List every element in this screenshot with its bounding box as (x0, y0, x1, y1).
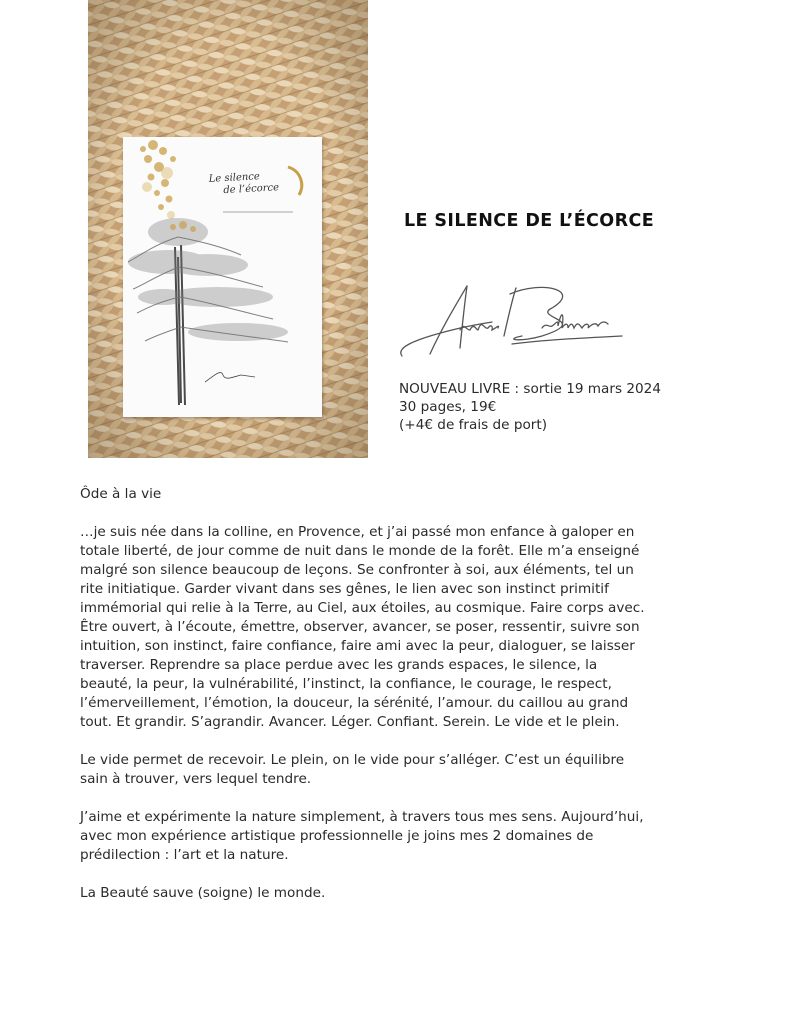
shipping-info: (+4€ de frais de port) (399, 417, 547, 433)
price-info: 30 pages, 19€ (399, 399, 497, 415)
text-line: J’aime et expérimente la nature simplement, à travers tous mes sens. Aujourd’hui, (80, 809, 644, 825)
description (80, 485, 730, 922)
description-heading: Ôde à la vie (80, 486, 162, 502)
text-line: tout. Et grandir. S’agrandir. Avancer. Léger. Confiant. Serein. Le vide et le plein. (80, 714, 620, 730)
page-title: LE SILENCE DE L’ÉCORCE (404, 211, 655, 231)
book-cover (123, 137, 322, 417)
text-line: malgré son silence beaucoup de leçons. Se confronter à soi, aux éléments, tel un (80, 562, 634, 578)
release-info: NOUVEAU LIVRE : sortie 19 mars 2024 (399, 381, 661, 397)
text-line: beauté, la peur, la vulnérabilité, l’instinct, la confiance, le courage, le respect, (80, 676, 612, 692)
paragraph-1 (80, 523, 730, 732)
closing-line: La Beauté sauve (soigne) le monde. (80, 885, 326, 901)
text-line: Le vide permet de recevoir. Le plein, on le vide pour s’alléger. C’est un équilibre (80, 752, 625, 768)
text-line: totale liberté, de jour comme de nuit dans le monde de la forêt. Elle m’a enseigné (80, 543, 640, 559)
text-line: immémorial qui relie à la Terre, au Ciel, aux étoiles, au cosmique. Faire corps avec. (80, 600, 645, 616)
text-line: l’émerveillement, l’émotion, la douceur, la sérénité, l’amour. du caillou au grand (80, 695, 629, 711)
book-cover-title-line2: de l’écorce (223, 182, 280, 197)
book-cover-title-line1: Le silence (208, 171, 261, 185)
paragraph-2 (80, 751, 730, 789)
text-line: rite initiatique. Garder vivant dans ses gênes, le lien avec son instinct primitif (80, 581, 609, 597)
text-line: intuition, son instinct, faire confiance, faire ami avec la peur, dialoguer, se laisser (80, 638, 635, 654)
paragraph-3 (80, 808, 730, 865)
text-line: Être ouvert, à l’écoute, émettre, observer, avancer, se poser, ressentir, suivre son (80, 619, 640, 635)
text-line: prédilection : l’art et la nature. (80, 847, 289, 863)
text-line: avec mon expérience artistique professionnelle je joins mes 2 domaines de (80, 828, 594, 844)
author-signature (392, 278, 642, 368)
text-line: sain à trouver, vers lequel tendre. (80, 771, 312, 787)
book-info (399, 380, 661, 434)
text-line: traverser. Reprendre sa place perdue avec les grands espaces, le silence, la (80, 657, 598, 673)
text-line: …je suis née dans la colline, en Provence, et j’ai passé mon enfance à galoper en (80, 524, 635, 540)
